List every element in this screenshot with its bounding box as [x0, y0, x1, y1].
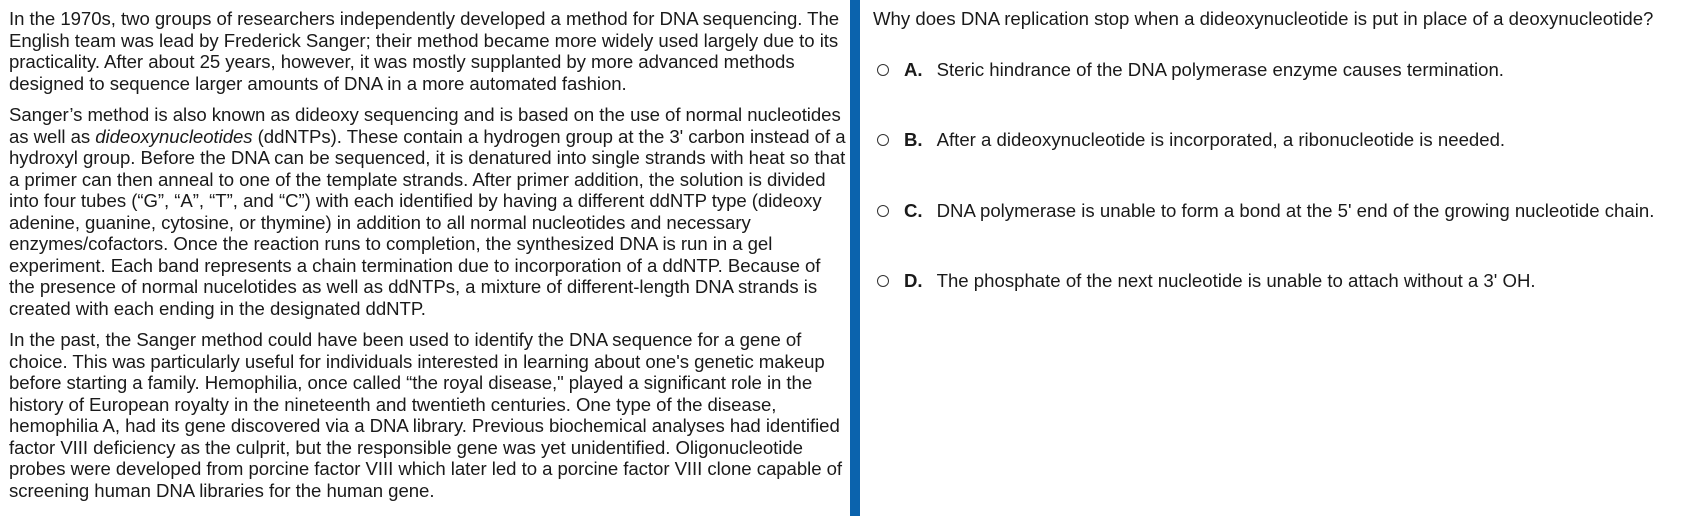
choice-text: After a dideoxynucleotide is incorporated, a ribonucleotide is needed.	[936, 129, 1506, 150]
radio-button-icon[interactable]	[877, 205, 889, 217]
answer-choice-d[interactable]	[877, 270, 1536, 292]
choice-text: Steric hindrance of the DNA polymerase enzyme causes termination.	[936, 59, 1504, 80]
radio-button-icon[interactable]	[877, 134, 889, 146]
passage-italic-term: dideoxynucleotides	[95, 125, 253, 147]
panel-divider	[850, 0, 860, 516]
answer-choice-a[interactable]	[877, 59, 1504, 81]
reading-passage	[9, 8, 849, 511]
choice-text: The phosphate of the next nucleotide is unable to attach without a 3' OH.	[936, 270, 1536, 291]
passage-paragraph-2	[9, 104, 849, 319]
radio-button-icon[interactable]	[877, 64, 889, 76]
question-stem: Why does DNA replication stop when a dideoxynucleotide is put in place of a deoxynucleotide?	[873, 8, 1654, 29]
question-panel	[873, 8, 1683, 291]
passage-paragraph-1: In the 1970s, two groups of researchers independently developed a method for DNA sequencing. The English team was lead by Frederick Sanger; their method became more widely used largely due to its practicality. After about 25 years, however, it was mostly supplanted by more advanced methods designed to sequence larger amounts of DNA in a more automated fashion.	[9, 8, 840, 94]
choice-text: DNA polymerase is unable to form a bond at the 5' end of the growing nucleotide chain.	[936, 200, 1655, 221]
radio-button-icon[interactable]	[877, 275, 889, 287]
choice-letter: B.	[904, 129, 923, 150]
passage-paragraph-2-end: (ddNTPs). These contain a hydrogen group at the 3' carbon instead of a hydroxyl group. Before the DNA can be sequenced, it is denatured into single strands with heat so that a primer can then anneal to one of the template strands. After primer addition, the solution is divided into four tubes (“G”, “A”, “T”, and “C”) with each identified by having a different ddNTP type (dideoxy adenine, guanine, cytosine, or thymine) in addition to all normal nucleotides and necessary enzymes/cofactors. Once the reaction runs to completion, the synthesized DNA is run in a gel experiment. Each band represents a chain termination due to incorporation of a ddNTP. Because of the presence of normal nucelotides as well as ddNTPs, a mixture of different-length DNA strands is created with each ending in the designated ddNTP.	[9, 125, 846, 319]
passage-paragraph-2-start: Sanger’s method is also known as dideoxy sequencing and is based on the use of normal nucleotides as well as	[9, 104, 841, 147]
passage-paragraph-3: In the past, the Sanger method could have been used to identify the DNA sequence for a gene of choice. This was particularly useful for individuals interested in learning about one's genetic makeup before starting a family. Hemophilia, once called “the royal disease," played a significant role in the history of European royalty in the nineteenth and twentieth centuries. One type of the disease, hemophilia A, had its gene discovered via a DNA library. Previous biochemical analyses had identified factor VIII deficiency as the culprit, but the responsible gene was yet unidentified. Oligonucleotide probes were developed from porcine factor VIII which later led to a porcine factor VIII clone capable of screening human DNA libraries for the human gene.	[9, 329, 843, 501]
answer-choice-b[interactable]	[877, 129, 1505, 151]
choice-letter: D.	[904, 270, 923, 291]
choice-letter: A.	[904, 59, 923, 80]
answer-choice-c[interactable]	[877, 200, 1654, 222]
choice-letter: C.	[904, 200, 923, 221]
